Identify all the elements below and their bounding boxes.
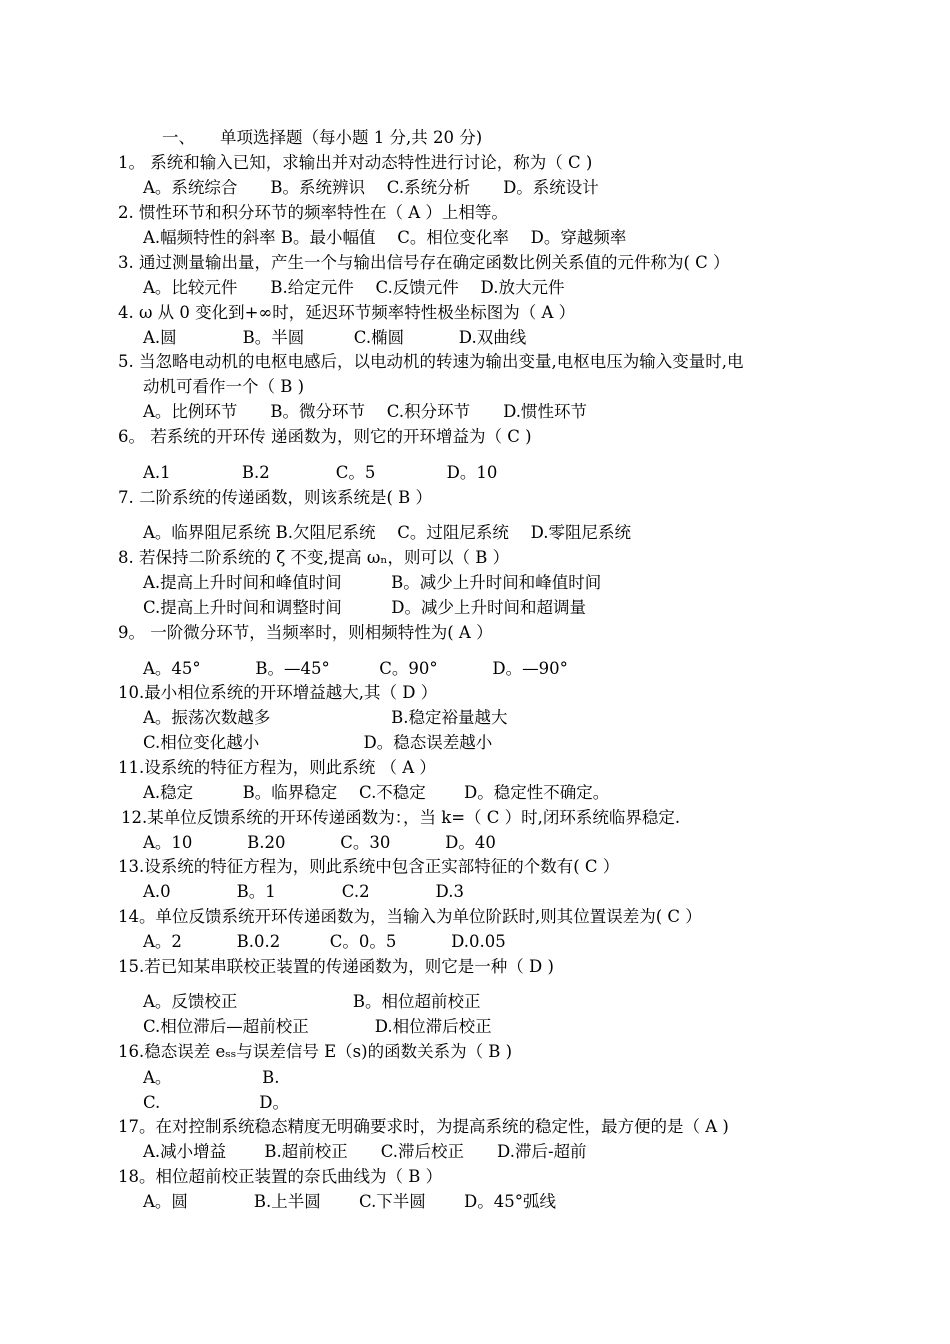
question-4-options: A.圆 B。半圆 C.椭圆 D.双曲线: [143, 328, 527, 347]
question-17: 17。在对控制系统稳态精度无明确要求时，为提高系统的稳定性，最方便的是（ A ): [118, 1117, 729, 1136]
question-5: 5. 当忽略电动机的电枢电感后，以电动机的转速为输出变量,电枢电压为输入变量时,电: [118, 352, 744, 371]
question-7: 7. 二阶系统的传递函数，则该系统是( B ）: [118, 488, 433, 507]
question-14-options: A。2 B.0.2 C。0。5 D.0.05: [143, 932, 506, 951]
question-8-options-row-2: C.提高上升时间和调整时间 D。减少上升时间和超调量: [143, 598, 587, 617]
question-10-options-row-1: A。振荡次数越多 B.稳定裕量越大: [143, 708, 508, 727]
question-16-options-row-2: C. D。: [143, 1093, 290, 1112]
section-title: 单项选择题（每小题 1 分,共 20 分): [220, 128, 483, 147]
question-11-options: A.稳定 B。临界稳定 C.不稳定 D。稳定性不确定。: [143, 783, 610, 802]
question-9-options: A。45° B。—45° C。90° D。—90°: [143, 659, 568, 678]
question-2: 2. 惯性环节和积分环节的频率特性在（ A ）上相等。: [118, 203, 508, 222]
question-8-options-row-1: A.提高上升时间和峰值时间 B。减少上升时间和峰值时间: [143, 573, 602, 592]
question-13-options: A.0 B。1 C.2 D.3: [143, 882, 464, 901]
question-18-options: A。圆 B.上半圆 C.下半圆 D。45°弧线: [143, 1192, 557, 1211]
question-4: 4. ω 从 0 变化到+∞时，延迟环节频率特性极坐标图为（ A ）: [118, 303, 576, 322]
question-12: 12.某单位反馈系统的开环传递函数为：，当 k=（ C ）时,闭环系统临界稳定.: [121, 808, 681, 827]
question-8: 8. 若保持二阶系统的 ζ 不变,提高 ωₙ，则可以（ B ）: [118, 548, 510, 567]
question-9: 9。 一阶微分环节，当频率时，则相频特性为( A ）: [118, 623, 493, 642]
question-14: 14。单位反馈系统开环传递函数为，当输入为单位阶跃时,则其位置误差为( C ）: [118, 907, 702, 926]
question-6: 6。 若系统的开环传 递函数为，则它的开环增益为（ C ): [118, 427, 532, 446]
question-7-options: A。临界阻尼系统 B.欠阻尼系统 C。过阻尼系统 D.零阻尼系统: [143, 523, 632, 542]
question-16: 16.稳态误差 eₛₛ与误差信号 E（s)的函数关系为（ B ): [118, 1042, 513, 1061]
question-2-options: A.幅频特性的斜率 B。最小幅值 C。相位变化率 D。穿越频率: [143, 228, 627, 247]
question-1: 1。 系统和输入已知，求输出并对动态特性进行讨论，称为（ C ): [118, 153, 593, 172]
question-6-options: A.1 B.2 C。5 D。10: [143, 463, 498, 482]
section-heading: [162, 128, 482, 148]
question-13: 13.设系统的特征方程为，则此系统中包含正实部特征的个数有( C ）: [118, 857, 620, 876]
question-3: 3. 通过测量输出量，产生一个与输出信号存在确定函数比例关系值的元件称为( C ）: [118, 253, 730, 272]
question-1-options: A。系统综合 B。系统辨识 C.系统分析 D。系统设计: [143, 178, 599, 197]
question-16-options-row-1: A。 B.: [143, 1068, 280, 1087]
question-15-options-row-1: A。反馈校正 B。相位超前校正: [143, 992, 481, 1011]
question-3-options: A。比较元件 B.给定元件 C.反馈元件 D.放大元件: [143, 278, 565, 297]
question-10: 10.最小相位系统的开环增益越大,其（ D ）: [118, 683, 438, 702]
question-5-continued: 动机可看作一个（ B ): [143, 377, 305, 396]
section-number: 一、: [162, 128, 195, 147]
question-11: 11.设系统的特征方程为，则此系统 （ A ）: [118, 758, 436, 777]
question-17-options: A.减小增益 B.超前校正 C.滞后校正 D.滞后-超前: [143, 1142, 587, 1161]
question-15-options-row-2: C.相位滞后—超前校正 D.相位滞后校正: [143, 1017, 492, 1036]
question-18: 18。相位超前校正装置的奈氏曲线为（ B ）: [118, 1167, 443, 1186]
question-12-options: A。10 B.20 C。30 D。40: [143, 833, 496, 852]
question-5-options: A。比例环节 B。微分环节 C.积分环节 D.惯性环节: [143, 402, 587, 421]
question-10-options-row-2: C.相位变化越小 D。稳态误差越小: [143, 733, 493, 752]
question-15: 15.若已知某串联校正装置的传递函数为，则它是一种（ D ): [118, 957, 554, 976]
